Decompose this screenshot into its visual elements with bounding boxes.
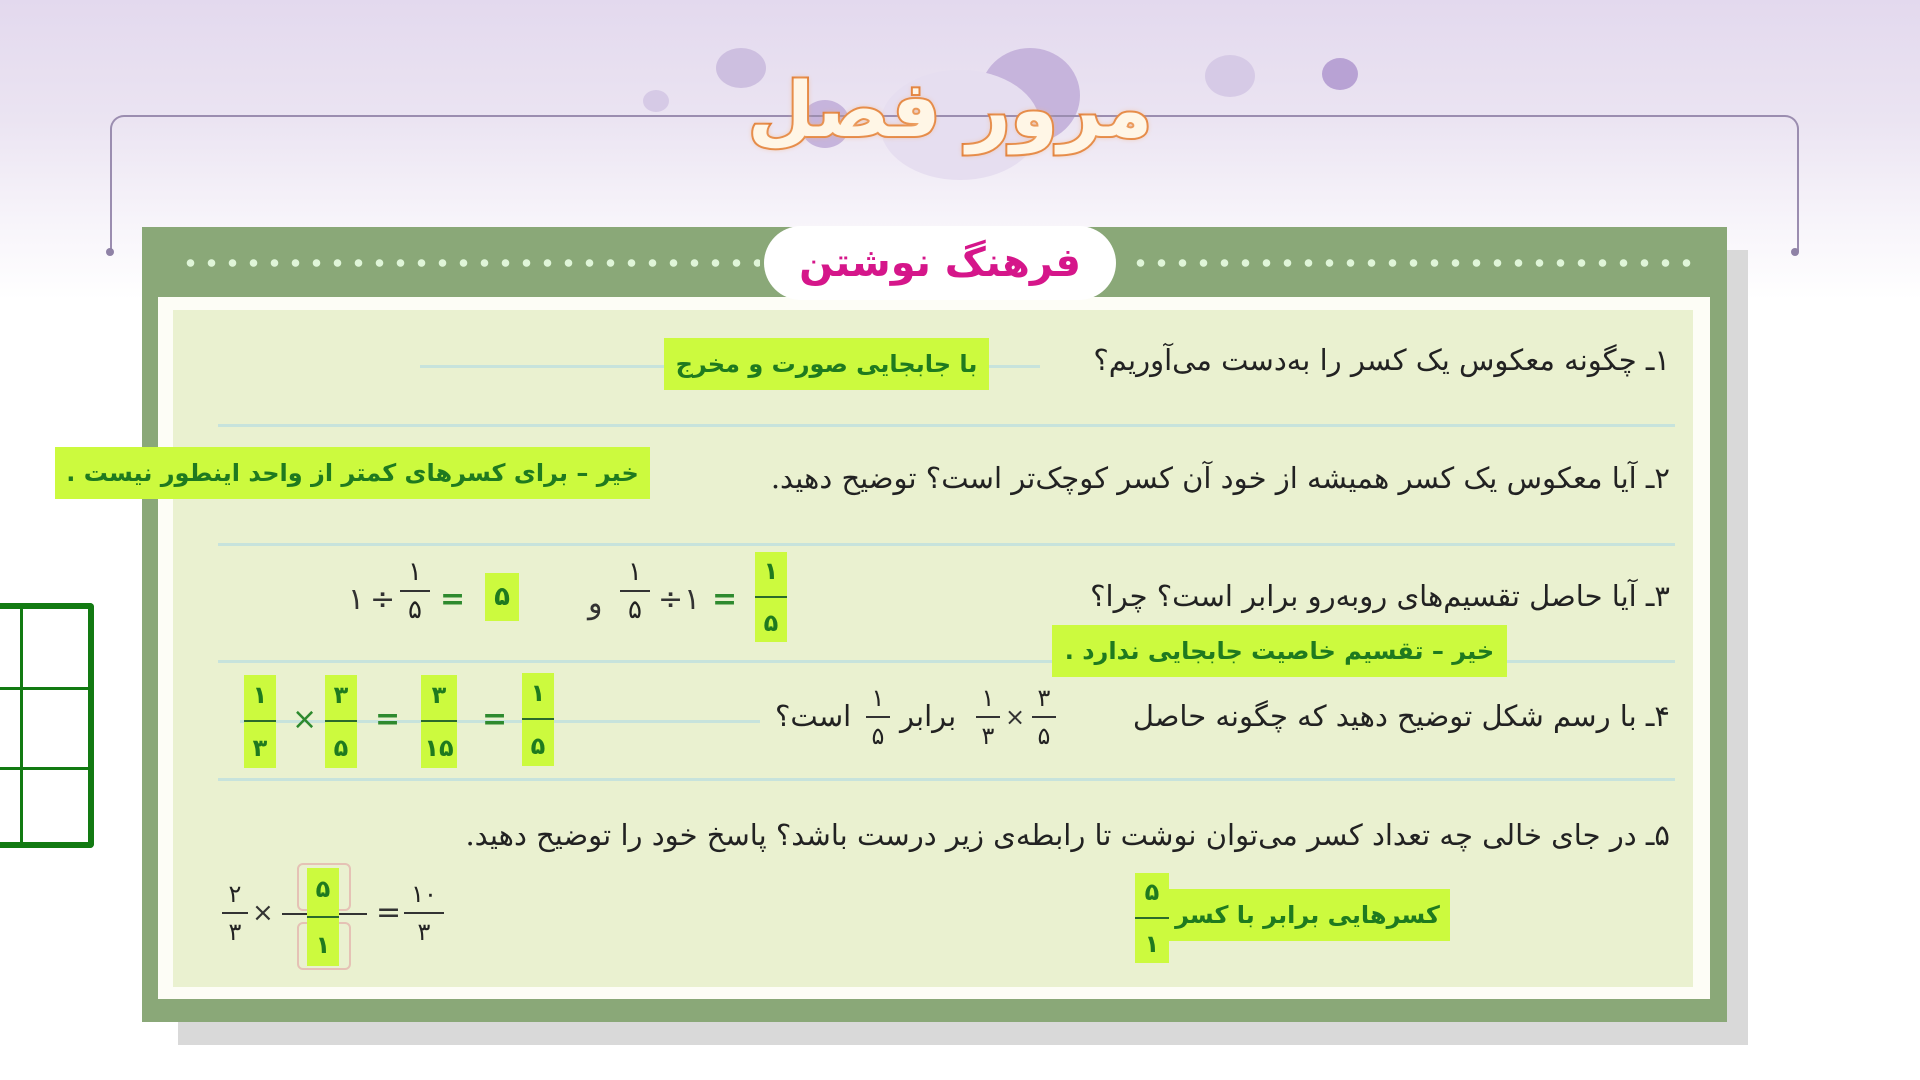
decor-bubble bbox=[1322, 58, 1358, 90]
question-2-text: ۲ـ آیا معکوس یک کسر همیشه از خود آن کسر کوچک‌تر است؟ توضیح دهید. bbox=[770, 461, 1670, 495]
question-4-fraction-a: ۳ ۵ bbox=[1032, 682, 1056, 752]
question-5-text: ۵ـ در جای خالی چه تعداد کسر می‌توان نوشت تا رابطه‌ی زیر درست باشد؟ پاسخ خود را توضیح دهید. bbox=[465, 818, 1670, 852]
decor-bubble bbox=[643, 90, 669, 112]
question-1-answer: با جابجایی صورت و مخرج bbox=[664, 338, 989, 390]
equation-result-fraction: ۱۰ ۳ bbox=[404, 878, 444, 948]
question-2-answer: خیر – برای کسرهای کمتر از واحد اینطور نیست . bbox=[55, 447, 650, 499]
question-1-text: ۱ـ چگونه معکوس یک کسر را به‌دست می‌آوریم؟ bbox=[1093, 343, 1670, 377]
equals-sign: = bbox=[712, 582, 738, 617]
question-4-fraction-b: ۱ ۳ bbox=[976, 682, 1000, 752]
question-3-text: ۳ـ آیا حاصل تقسیم‌های روبه‌رو برابر است؟ چرا؟ bbox=[1090, 579, 1670, 613]
divide-sign: ÷ bbox=[370, 582, 396, 617]
answer-fraction: ۱ ۵ bbox=[522, 673, 554, 766]
times-sign: × bbox=[1005, 703, 1026, 731]
ruled-line bbox=[218, 543, 1675, 546]
divide-sign: ÷ bbox=[658, 582, 684, 617]
bracket-end-dot bbox=[106, 248, 114, 256]
expr2-result-fraction: ۱ ۵ bbox=[755, 552, 787, 642]
equals-sign: = bbox=[376, 895, 402, 930]
question-4-text-a: ۴ـ با رسم شکل توضیح دهید که چگونه حاصل bbox=[1132, 699, 1670, 733]
dotted-divider-right bbox=[1130, 258, 1695, 268]
grid-drawing bbox=[0, 603, 94, 848]
equals-sign: = bbox=[482, 702, 508, 737]
answer-fraction: ۱ ۳ bbox=[244, 675, 276, 768]
blank-answer-fraction: ۵ ۱ bbox=[307, 868, 339, 966]
ruled-line bbox=[218, 424, 1675, 427]
ruled-line bbox=[218, 778, 1675, 781]
section-title: فرهنگ نوشتن bbox=[799, 240, 1081, 286]
expr1-fraction: ۱ ۵ bbox=[400, 556, 430, 626]
page-title: مرور فصل bbox=[747, 65, 1153, 154]
question-4-text-c: است؟ bbox=[775, 699, 852, 733]
dotted-divider-left bbox=[180, 258, 760, 268]
bracket-end-dot bbox=[1791, 248, 1799, 256]
conjunction-and: و bbox=[588, 586, 603, 621]
question-4-fraction-c: ۱ ۵ bbox=[866, 682, 890, 752]
question-5-answer: کسرهایی برابر با کسر bbox=[1165, 889, 1450, 941]
decor-bubble bbox=[1205, 55, 1255, 97]
equals-sign: = bbox=[375, 702, 401, 737]
expr1-result: ۵ bbox=[485, 573, 519, 621]
question-3-answer: خیر – تقسیم خاصیت جابجایی ندارد . bbox=[1052, 625, 1507, 677]
answer-fraction: ۳ ۵ bbox=[325, 675, 357, 768]
expr2-fraction: ۱ ۵ bbox=[620, 556, 650, 626]
equals-sign: = bbox=[440, 582, 466, 617]
question-4-text-b: برابر bbox=[900, 699, 957, 733]
expr1-left-operand: ۱ bbox=[348, 582, 365, 617]
times-sign: × bbox=[252, 898, 274, 928]
times-sign: × bbox=[292, 702, 318, 737]
equation-fraction-1: ۲ ۳ bbox=[222, 878, 248, 948]
question-5-answer-fraction: ۵ ۱ bbox=[1135, 873, 1169, 963]
expr2-right-operand: ۱ bbox=[684, 582, 701, 617]
answer-fraction: ۳ ۱۵ bbox=[421, 675, 457, 768]
